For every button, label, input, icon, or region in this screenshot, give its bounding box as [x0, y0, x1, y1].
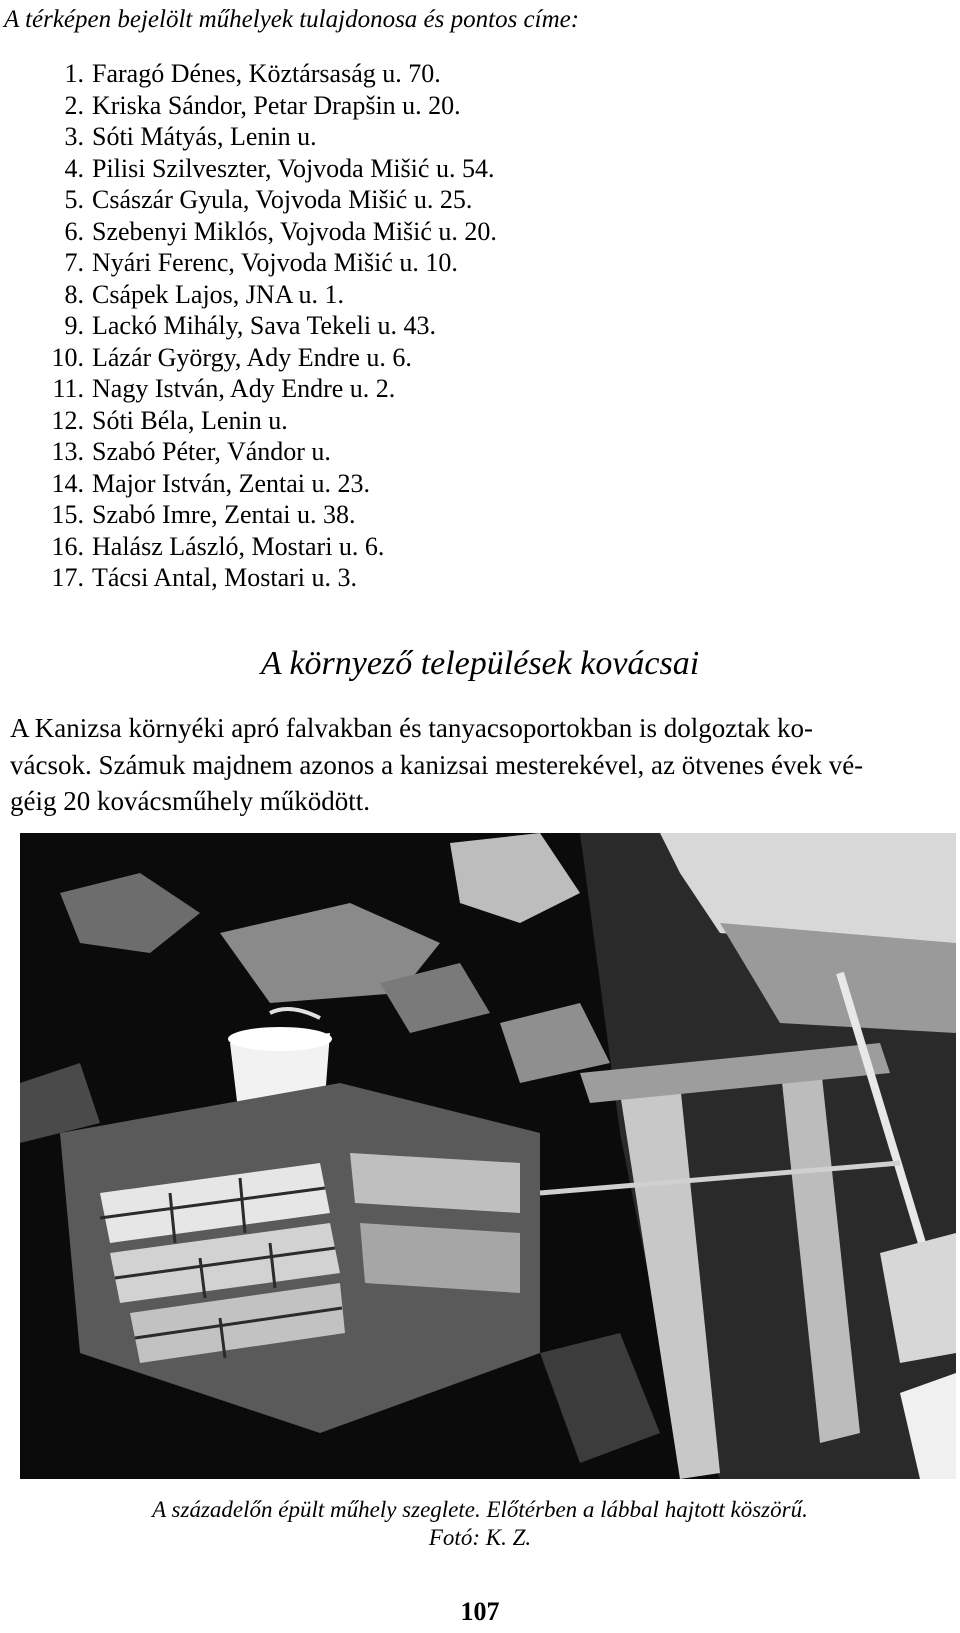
list-item: 13. Szabó Péter, Vándor u.	[51, 437, 331, 466]
list-item: 8. Csápek Lajos, JNA u. 1.	[64, 279, 345, 309]
list-item: 3. Sóti Mátyás, Lenin u.	[64, 122, 317, 151]
workshop-photo	[20, 833, 956, 1479]
list-item: 9. Lackó Mihály, Sava Tekeli u. 43.	[64, 311, 437, 340]
list-item: 5. Császár Gyula, Vojvoda Mišić u. 25.	[64, 185, 473, 214]
list-item: 11. Nagy István, Ady Endre u. 2.	[52, 374, 396, 403]
paragraph-line: géig 20 kovácsműhely működött.	[10, 786, 370, 816]
body-paragraph	[10, 710, 956, 820]
workshop-photo-illustration	[20, 833, 956, 1479]
list-item: 10. Lázár György, Ady Endre u. 6.	[51, 342, 412, 372]
list-item: 2. Kriska Sándor, Petar Drapšin u. 20.	[64, 90, 461, 120]
list-item: 17. Tácsi Antal, Mostari u. 3.	[51, 563, 358, 592]
paragraph-line: A Kanizsa környéki apró falvakban és tanyacsoportokban is dolgoztak ko-	[10, 713, 814, 743]
list-item: 7. Nyári Ferenc, Vojvoda Mišić u. 10.	[64, 248, 458, 277]
list-heading: A térképen bejelölt műhelyek tulajdonosa és pontos címe:	[4, 6, 580, 33]
list-item: 6. Szebenyi Miklós, Vojvoda Mišić u. 20.	[64, 216, 497, 246]
caption-text: A századelőn épült műhely szeglete. Előtérben a lábbal hajtott köszörű.	[152, 1497, 808, 1522]
list-item: 15. Szabó Imre, Zentai u. 38.	[51, 500, 356, 529]
list-item: 4. Pilisi Szilveszter, Vojvoda Mišić u. 54.	[64, 153, 495, 183]
list-item: 16. Halász László, Mostari u. 6.	[51, 531, 385, 561]
page-number: 107	[460, 1597, 500, 1626]
list-item: 1. Faragó Dénes, Köztársaság u. 70.	[64, 59, 441, 88]
paragraph-line: vácsok. Számuk majdnem azonos a kanizsai mesterekével, az ötvenes évek vé-	[10, 749, 864, 780]
workshop-owner-list	[38, 58, 497, 594]
section-title: A környező települések kovácsai	[260, 645, 700, 682]
list-item: 12. Sóti Béla, Lenin u.	[51, 405, 288, 435]
photo-caption	[0, 1496, 960, 1552]
photo-credit: Fotó: K. Z.	[428, 1525, 532, 1550]
list-item: 14. Major István, Zentai u. 23.	[51, 468, 370, 498]
